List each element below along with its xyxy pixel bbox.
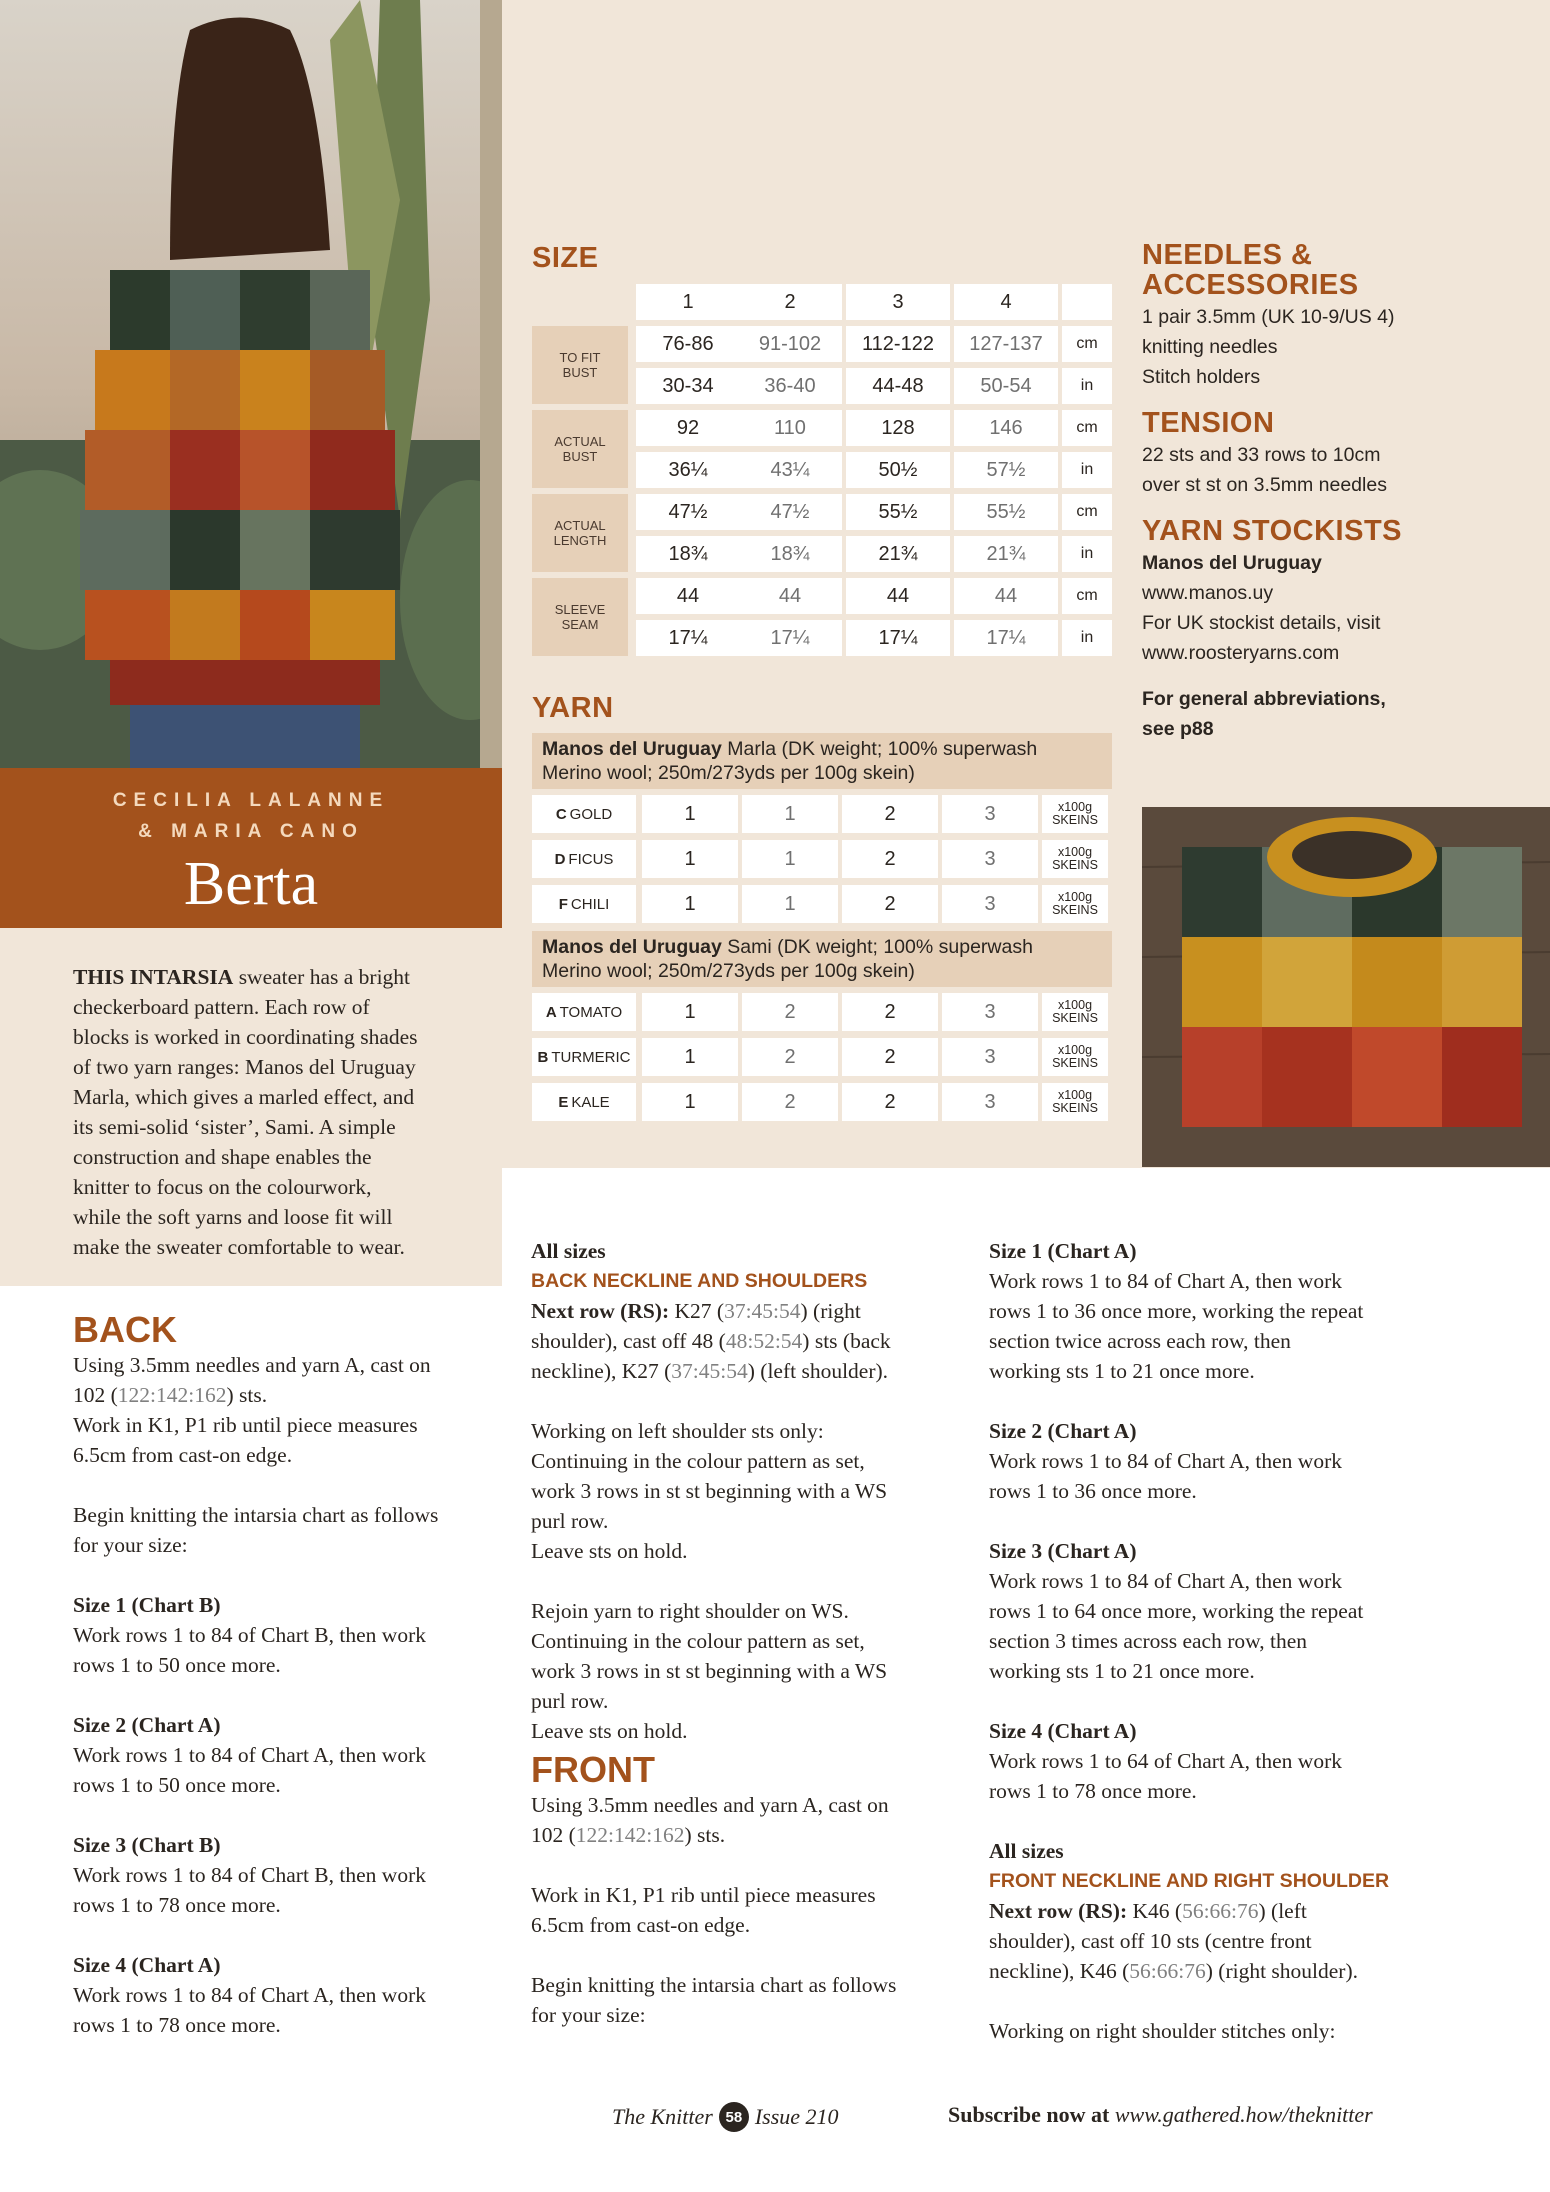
yarn-colour-row bbox=[532, 1038, 1112, 1080]
footer-subscribe: Subscribe now at www.gathered.how/theknitter bbox=[948, 2102, 1373, 2127]
right-text-column: Size 1 (Chart A) Work rows 1 to 84 of Chart A, then work rows 1 to 36 once more, working the repeat section twice across each row, then working sts 1 to 21 once more. Size 2 (Chart A) Work rows 1 to 84 of Chart A, then work rows 1 to 36 once more. Size 3 (Chart A) Work rows 1 to 84 of Chart A, then work rows 1 to 64 once more, working the repeat section 3 times across each row, then working sts 1 to 21 once more. Size 4 (Chart A) Work rows 1 to 64 of Chart A, then work rows 1 to 78 once more. All sizes FRONT NECKLINE AND RIGHT SHOULDER Next row (RS): K46 (56:66:76) (left shoulder), cast off 10 sts (centre front neckline), K46 (56:66:76) (right shoulder). Working on right shoulder stitches only: bbox=[989, 1236, 1419, 2046]
yarn-colour-label: B TURMERIC bbox=[532, 1038, 636, 1076]
size-value-cell: 76-86 bbox=[636, 326, 740, 362]
size-value-cell: 36-40 bbox=[738, 368, 842, 404]
yarn-unit-cell: x100g SKEINS bbox=[1042, 993, 1108, 1031]
abbreviations-note: For general abbreviations, see p88 bbox=[1142, 688, 1386, 740]
size-value-cell: 57½ bbox=[954, 452, 1058, 488]
needles-heading: NEEDLES & ACCESSORIES bbox=[1142, 239, 1359, 301]
size-value-cell: 47½ bbox=[636, 494, 740, 530]
size-unit-cell: in bbox=[1062, 620, 1112, 656]
size-value-cell: 50½ bbox=[846, 452, 950, 488]
size-group bbox=[532, 578, 1112, 662]
size-value-cell: 91-102 bbox=[738, 326, 842, 362]
yarn-value-cell: 1 bbox=[742, 885, 838, 923]
yarn-value-cell: 1 bbox=[642, 1038, 738, 1076]
size-value-cell: 18¾ bbox=[636, 536, 740, 572]
size-value-cell: 17¼ bbox=[846, 620, 950, 656]
page-footer bbox=[0, 2096, 1550, 2136]
size-value-cell: 112-122 bbox=[846, 326, 950, 362]
front-neckline-subheading: FRONT NECKLINE AND RIGHT SHOULDER bbox=[989, 1870, 1390, 1892]
yarn-colour-label: C GOLD bbox=[532, 795, 636, 833]
rooster-link[interactable]: www.roosteryarns.com bbox=[1142, 642, 1340, 664]
subscribe-link[interactable]: www.gathered.how/theknitter bbox=[1114, 2102, 1373, 2127]
designer-names: CECILIA LALANNE & MARIA CANO bbox=[112, 790, 390, 842]
yarn-colour-row bbox=[532, 885, 1112, 927]
front-heading: FRONT bbox=[531, 1749, 655, 1790]
size-value-cell: 44 bbox=[954, 578, 1058, 614]
size-group-label: TO FIT BUST bbox=[532, 326, 628, 404]
yarn-value-cell: 2 bbox=[842, 840, 938, 878]
size-unit-cell: cm bbox=[1062, 494, 1112, 530]
yarn-value-cell: 1 bbox=[742, 840, 838, 878]
yarn-range-description: Manos del Uruguay Sami (DK weight; 100% superwash Merino wool; 250m/273yds per 100g skein) bbox=[532, 931, 1112, 987]
title-banner bbox=[0, 768, 502, 928]
tension-text: 22 sts and 33 rows to 10cm over st st on 3.5mm needles bbox=[1142, 444, 1387, 496]
size-header-cell: 3 bbox=[846, 284, 950, 320]
size-value-cell: 55½ bbox=[954, 494, 1058, 530]
yarn-value-cell: 1 bbox=[742, 795, 838, 833]
sweater-photo bbox=[1142, 807, 1550, 1167]
size-unit-cell: in bbox=[1062, 452, 1112, 488]
size-value-cell: 44 bbox=[846, 578, 950, 614]
yarn-value-cell: 3 bbox=[942, 795, 1038, 833]
size-value-cell: 21¾ bbox=[954, 536, 1058, 572]
yarn-unit-cell: x100g SKEINS bbox=[1042, 795, 1108, 833]
middle-column: All sizes BACK NECKLINE AND SHOULDERS Next row (RS): K27 (37:45:54) (right shoulder), cast off 48 (48:52:54) sts (back neckline), K27 (37:45:54) (left shoulder). Working on left shoulder sts only: Continuing in the colour pattern as set, work 3 rows in st st beginning with a WS purl row. Leave sts on hold. Rejoin yarn to right shoulder on WS. Continuing in the colour pattern as set, work 3 rows in st st beginning with a WS purl row. Leave sts on hold. FRONT Using 3.5mm needles and yarn A, cast on 102 (122:142:162) sts. Work in K1, P1 rib until piece measures 6.5cm from cast-on edge. Begin knitting the intarsia chart as follows for your size: bbox=[531, 1236, 961, 2030]
size-value-cell: 44 bbox=[636, 578, 740, 614]
yarn-value-cell: 2 bbox=[842, 1083, 938, 1121]
yarn-value-cell: 2 bbox=[842, 993, 938, 1031]
yarn-value-cell: 2 bbox=[742, 993, 838, 1031]
size-value-cell: 47½ bbox=[738, 494, 842, 530]
size-value-cell: 30-34 bbox=[636, 368, 740, 404]
yarn-colour-label: E KALE bbox=[532, 1083, 636, 1121]
size-value-cell: 55½ bbox=[846, 494, 950, 530]
size-header-blank bbox=[1062, 284, 1112, 320]
size-value-cell: 44 bbox=[738, 578, 842, 614]
yarn-colour-label: F CHILI bbox=[532, 885, 636, 923]
yarn-value-cell: 2 bbox=[742, 1038, 838, 1076]
back-neckline-subheading: BACK NECKLINE AND SHOULDERS bbox=[531, 1270, 868, 1292]
size-value-cell: 146 bbox=[954, 410, 1058, 446]
yarn-colour-row bbox=[532, 1083, 1112, 1125]
pattern-title: Berta bbox=[183, 850, 319, 918]
size-value-cell: 50-54 bbox=[954, 368, 1058, 404]
yarn-value-cell: 3 bbox=[942, 840, 1038, 878]
yarn-colour-row bbox=[532, 993, 1112, 1035]
yarn-heading: YARN bbox=[532, 692, 614, 724]
size-value-cell: 17¼ bbox=[954, 620, 1058, 656]
yarn-value-cell: 3 bbox=[942, 993, 1038, 1031]
stockists-heading: YARN STOCKISTS bbox=[1142, 515, 1402, 547]
intro-paragraph: THIS INTARSIA sweater has a bright checkerboard pattern. Each row of blocks is worked in coordinating shades of two yarn ranges: Manos del Uruguay Marla, which gives a marled effect, and its semi-solid ‘sister’, Sami. A simple construction and shape enables the knitter to focus on the colourwork, while the soft yarns and loose fit will make the sweater comfortable to wear. bbox=[73, 965, 418, 1259]
yarn-colour-label: A TOMATO bbox=[532, 993, 636, 1031]
yarn-value-cell: 2 bbox=[842, 1038, 938, 1076]
model-photo bbox=[0, 0, 502, 768]
size-value-cell: 18¾ bbox=[738, 536, 842, 572]
yarn-value-cell: 1 bbox=[642, 993, 738, 1031]
back-heading: BACK bbox=[73, 1309, 177, 1350]
size-value-cell: 44-48 bbox=[846, 368, 950, 404]
size-value-cell: 128 bbox=[846, 410, 950, 446]
yarn-value-cell: 3 bbox=[942, 1038, 1038, 1076]
size-value-cell: 17¼ bbox=[738, 620, 842, 656]
page-number: 58 bbox=[719, 2102, 749, 2132]
yarn-value-cell: 1 bbox=[642, 795, 738, 833]
size-group-label: ACTUAL BUST bbox=[532, 410, 628, 488]
yarn-unit-cell: x100g SKEINS bbox=[1042, 840, 1108, 878]
size-value-cell: 21¾ bbox=[846, 536, 950, 572]
size-unit-cell: in bbox=[1062, 536, 1112, 572]
size-table bbox=[532, 284, 1112, 662]
size-unit-cell: cm bbox=[1062, 578, 1112, 614]
yarn-range-description: Manos del Uruguay Marla (DK weight; 100% superwash Merino wool; 250m/273yds per 100g skein) bbox=[532, 733, 1112, 789]
manos-link[interactable]: www.manos.uy bbox=[1142, 582, 1274, 604]
back-column: BACK Using 3.5mm needles and yarn A, cast on 102 (122:142:162) sts. Work in K1, P1 rib until piece measures 6.5cm from cast-on edge. Begin knitting the intarsia chart as follows for your size: Size 1 (Chart B) Work rows 1 to 84 of Chart B, then work rows 1 to 50 once more. Size 2 (Chart A) Work rows 1 to 84 of Chart A, then work rows 1 to 50 once more. Size 3 (Chart B) Work rows 1 to 84 of Chart B, then work rows 1 to 78 once more. Size 4 (Chart A) Work rows 1 to 84 of Chart A, then work rows 1 to 78 once more. bbox=[73, 1310, 503, 2040]
tension-heading: TENSION bbox=[1142, 407, 1275, 439]
yarn-unit-cell: x100g SKEINS bbox=[1042, 1083, 1108, 1121]
yarn-unit-cell: x100g SKEINS bbox=[1042, 1038, 1108, 1076]
size-unit-cell: in bbox=[1062, 368, 1112, 404]
yarn-value-cell: 2 bbox=[842, 885, 938, 923]
size-value-cell: 17¼ bbox=[636, 620, 740, 656]
size-group-label: ACTUAL LENGTH bbox=[532, 494, 628, 572]
stockists-text: Manos del Uruguay www.manos.uy For UK stockist details, visit www.roosteryarns.com bbox=[1142, 548, 1522, 668]
yarn-value-cell: 1 bbox=[642, 885, 738, 923]
yarn-value-cell: 2 bbox=[842, 795, 938, 833]
info-column bbox=[1142, 240, 1522, 744]
needles-text: 1 pair 3.5mm (UK 10-9/US 4) knitting needles Stitch holders bbox=[1142, 306, 1395, 388]
yarn-colour-row bbox=[532, 795, 1112, 837]
size-group bbox=[532, 410, 1112, 494]
size-unit-cell: cm bbox=[1062, 410, 1112, 446]
size-value-cell: 110 bbox=[738, 410, 842, 446]
size-group bbox=[532, 326, 1112, 410]
size-unit-cell: cm bbox=[1062, 326, 1112, 362]
size-value-cell: 127-137 bbox=[954, 326, 1058, 362]
size-group-label: SLEEVE SEAM bbox=[532, 578, 628, 656]
size-value-cell: 92 bbox=[636, 410, 740, 446]
size-value-cell: 36¼ bbox=[636, 452, 740, 488]
yarn-value-cell: 2 bbox=[742, 1083, 838, 1121]
yarn-colour-label: D FICUS bbox=[532, 840, 636, 878]
size-header-cell: 1 bbox=[636, 284, 740, 320]
size-header-cell: 4 bbox=[954, 284, 1058, 320]
yarn-value-cell: 3 bbox=[942, 885, 1038, 923]
yarn-unit-cell: x100g SKEINS bbox=[1042, 885, 1108, 923]
yarn-value-cell: 1 bbox=[642, 1083, 738, 1121]
size-header-cell: 2 bbox=[738, 284, 842, 320]
footer-magazine: The Knitter 58 Issue 210 bbox=[612, 2102, 839, 2132]
size-group bbox=[532, 494, 1112, 578]
size-header-row bbox=[532, 284, 1112, 326]
yarn-colour-row bbox=[532, 840, 1112, 882]
yarn-value-cell: 1 bbox=[642, 840, 738, 878]
size-heading: SIZE bbox=[532, 242, 599, 274]
size-value-cell: 43¼ bbox=[738, 452, 842, 488]
yarn-value-cell: 3 bbox=[942, 1083, 1038, 1121]
